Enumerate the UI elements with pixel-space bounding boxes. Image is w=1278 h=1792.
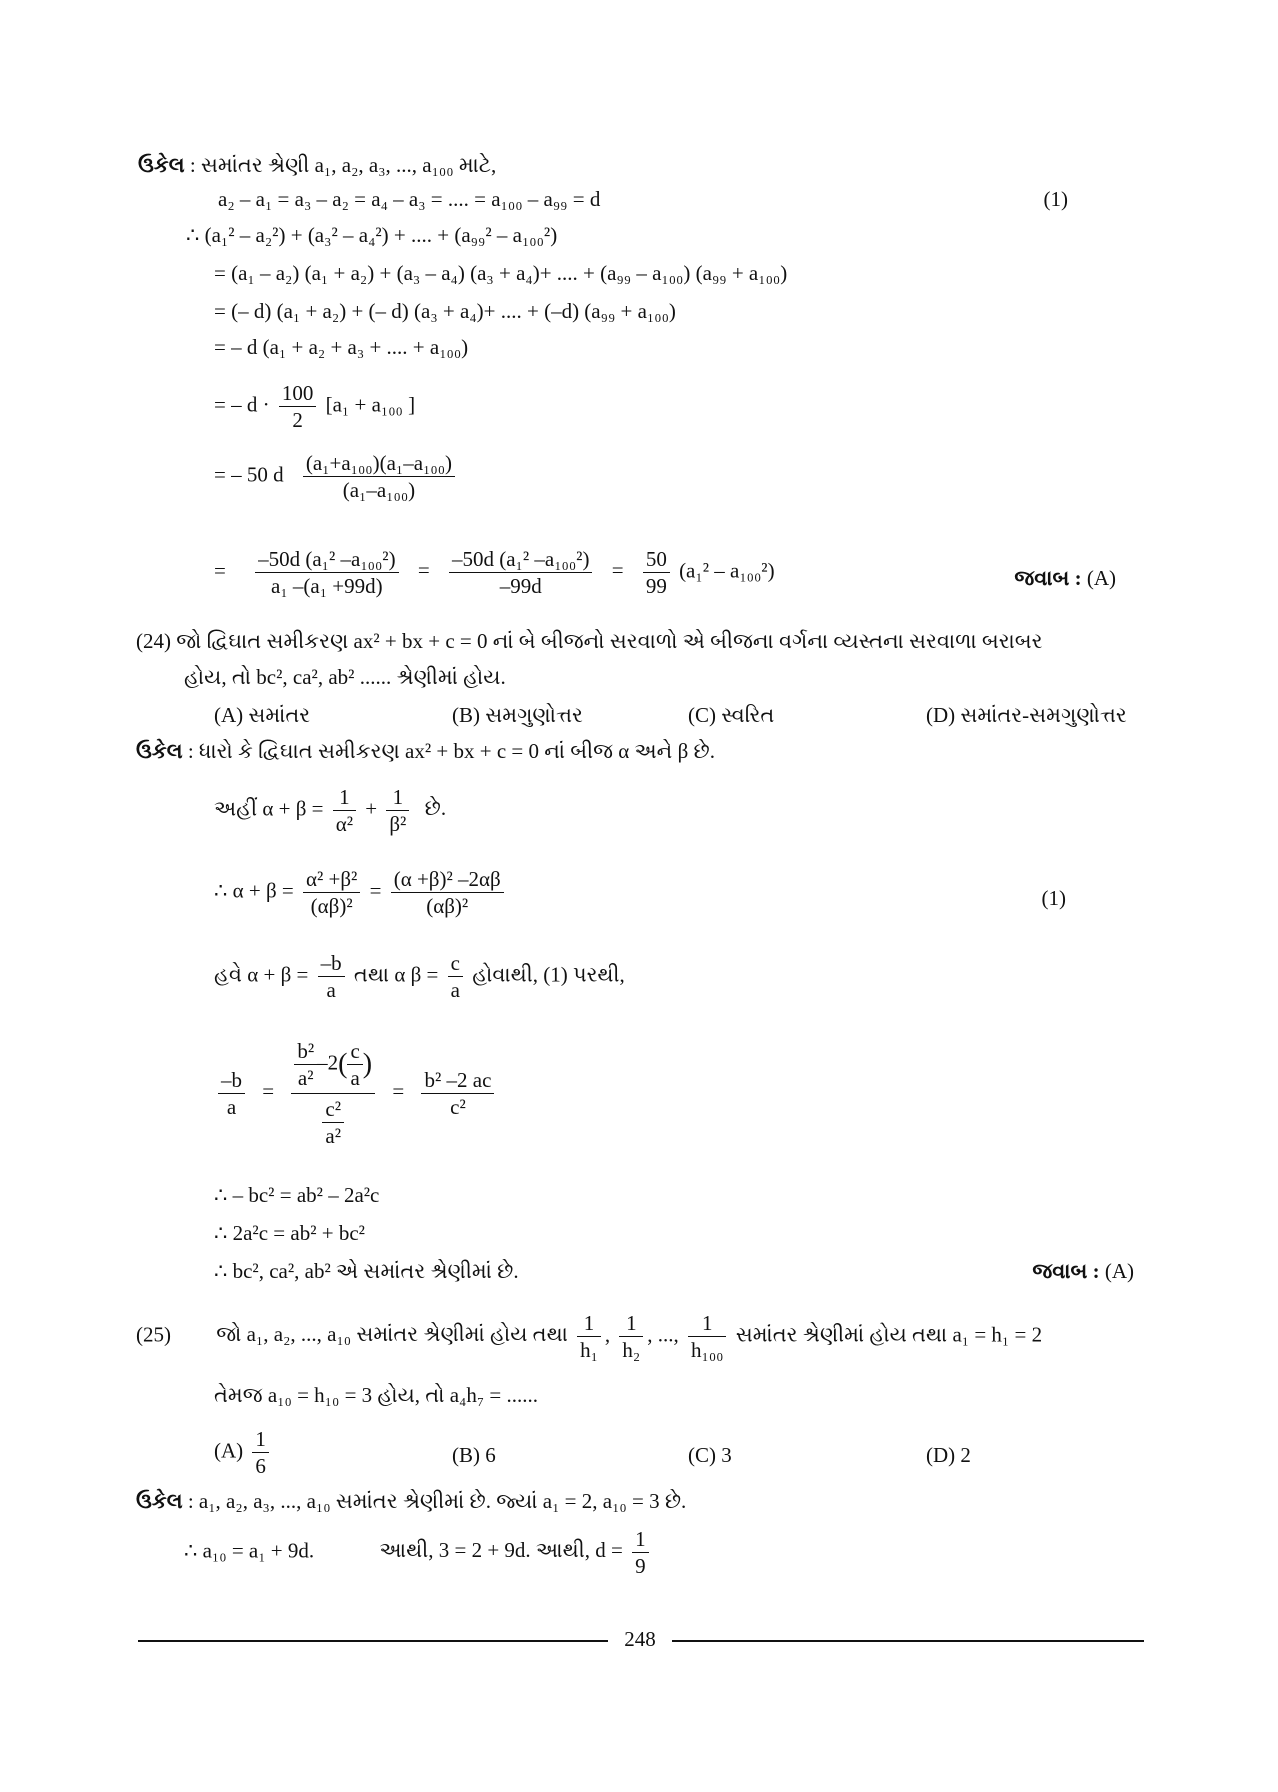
solution-label: ઉકેલ [136,1489,183,1513]
question-number: (24) [136,629,171,653]
option: (D) 2 [926,1443,971,1467]
question-line: હોય, તો bc², ca², ab² ...... શ્રેણીમાં હોય. [184,665,506,689]
solution-line: ઉકેલ : સમાંતર શ્રેણી a₁, a₂, a₃, ..., a₁₀₀ માટે, [138,153,497,177]
answer: જવાબ : (A) [1032,1259,1134,1283]
equation-line: = – d (a₁ + a₂ + a₃ + .... + a₁₀₀) [214,335,469,359]
option: (A) $\frac{1}{6}$ [214,1428,273,1477]
question-line: તેમજ a₁₀ = h₁₀ = 3 હોય, તો a₄h₇ = ...... [214,1383,539,1407]
fraction: $\frac{\text{b² –2 ac}}{\text{c²}}$ [421,1069,494,1118]
fraction: $\frac{1}{6}$ [252,1428,269,1477]
fraction: $\frac{1}{\text{h₁}}$ [577,1312,601,1361]
option: (C) 3 [688,1443,732,1467]
solution-line: ઉકેલ : ધારો કે દ્વિઘાત સમીકરણ ax² + bx + c = 0 નાં બીજ α અને β છે. [136,739,715,763]
footer-rule-right [672,1640,1144,1642]
question-line: (25) જો a₁, a₂, ..., a₁₀ સમાંતર શ્રેણીમાં હોય તથા $\frac{1}{\text{h₁}}$ , $\frac{1}{\text{h₂}}$ , ..., $\frac{1}{\text{h₁₀₀}}$ સમાંતર શ્રેણીમાં હોય તથા a₁ = h₁ = 2 [136,1311,1043,1362]
fraction: $\frac{50}{99}$ [643,548,670,597]
equation-ref: (1) [1041,886,1066,910]
equation-line: ∴ – bc² = ab² – 2a²c [214,1183,380,1207]
fraction: $\frac{\text{α² +β²}}{\text{(αβ)²}}$ [303,868,360,917]
fraction: $\frac{1}{\text{h₁₀₀}}$ [688,1312,726,1361]
fraction: $\frac{1}{\text{α²}}$ [333,786,356,835]
option: (D) સમાંતર-સમગુણોત્તર [926,703,1127,727]
equation-line: = (– d) (a₁ + a₂) + (– d) (a₃ + a₄)+ .... + (–d) (a₉₉ + a₁₀₀) [214,299,676,323]
equation-line: = – d · $\frac{100}{2}$ [a₁ + a₁₀₀ ] [214,381,416,432]
equation-line: = (a₁ – a₂) (a₁ + a₂) + (a₃ – a₄) (a₃ + a₄)+ .... + (a₉₉ – a₁₀₀) (a₉₉ + a₁₀₀) [214,261,788,285]
equation-line: = – 50 d $\frac{\text{(a₁+a₁₀₀)(a₁–a₁₀₀)}}{\text{(a₁–a₁₀₀)}}$ [214,452,459,501]
answer: જવાબ : (A) [1014,566,1116,590]
page-number: 248 [624,1627,656,1651]
equation-line: ∴ bc², ca², ab² એ સમાંતર શ્રેણીમાં છે. જવાબ : (A) [214,1259,1134,1283]
equation-line: ∴ α + β = $\frac{\text{α² +β²}}{\text{(αβ)²}}$ = $\frac{\text{(α +β)² –2αβ}}{\text{(αβ)²}}$ (1) [214,867,1066,918]
equation-line: ∴ a₁₀ = a₁ + 9d. આથી, 3 = 2 + 9d. આથી, d = $\frac{1}{9}$ [184,1528,653,1577]
footer-rule-left [138,1640,608,1642]
equation-ref: (1) [1043,187,1068,211]
fraction: $\frac{1}{9}$ [632,1528,649,1577]
fraction: $\frac{\text{(α +β)² –2αβ}}{\text{(αβ)²}}$ [391,868,504,917]
equation-line: હવે α + β = $\frac{-b}{a}$ તથા α β = $\frac{c}{a}$ હોવાથી, (1) પરથી, [214,951,625,1002]
fraction: $\frac{100}{2}$ [279,382,317,431]
fraction: $\frac{\text{–50d (a₁² –a₁₀₀²)}}{-99d}$ [449,548,593,597]
fraction: $\frac{1}{\text{β²}}$ [386,786,409,835]
solution-line: ઉકેલ : a₁, a₂, a₃, ..., a₁₀ સમાંતર શ્રેણીમાં છે. જ્યાં a₁ = 2, a₁₀ = 3 છે. [136,1489,687,1513]
fraction: $\frac{1}{\text{h₂}}$ [619,1312,643,1361]
equation-line: $\frac{-b}{a}$ = $\frac{\text{b²}}{\text{a²}}$ –2( $\frac{c}{a}$ ) $\frac{\text{c²}}{\text{a²}}$ = $\frac{\text{b² –2 ac}}{\text{c²}}$ [214,1040,498,1147]
fraction: $\frac{\text{–50d (a₁² –a₁₀₀²)}}{\text{a₁ –(a₁ +99d)}}$ [255,548,399,597]
fraction: $\frac{\text{(a₁+a₁₀₀)(a₁–a₁₀₀)}}{\text{(a₁–a₁₀₀)}}$ [303,452,455,501]
fraction: $\frac{c}{a}$ [448,952,463,1001]
question-number: (25) [136,1322,171,1347]
option: (B) સમગુણોત્તર [452,703,583,727]
compound-fraction: $\frac{\text{b²}}{\text{a²}}$ –2( $\frac{c}{a}$ ) $\frac{\text{c²}}{\text{a²}}$ [291,1040,375,1147]
equation-line: = $\frac{\text{–50d (a₁² –a₁₀₀²)}}{\text{a₁ –(a₁ +99d)}}$ = $\frac{\text{–50d (a₁² –a₁₀₀²)}}{-99d}$ = $\frac{50}{99}$ (a₁² – a₁₀₀²) જવાબ : (A) [214,547,1116,598]
question-line: (24) જો દ્વિઘાત સમીકરણ ax² + bx + c = 0 નાં બે બીજનો સરવાળો એ બીજના વર્ગના વ્યસ્તના સરવાળા બરાબર [136,629,1043,653]
equation-line: ∴ 2a²c = ab² + bc² [214,1221,365,1245]
fraction: $\frac{-b}{a}$ [318,952,345,1001]
option: (C) સ્વરિત [688,703,775,727]
option: (B) 6 [452,1443,496,1467]
option: (A) સમાંતર [214,703,311,727]
equation-line: a₂ – a₁ = a₃ – a₂ = a₄ – a₃ = .... = a₁₀₀ – a₉₉ = d (1) [218,187,1068,211]
equation-line: અહીં α + β = $\frac{1}{\text{α²}}$ + $\frac{1}{\text{β²}}$ છે. [214,785,447,836]
solution-label: ઉકેલ [136,739,183,763]
solution-label: ઉકેલ [138,153,185,177]
equation-line: ∴ (a₁² – a₂²) + (a₃² – a₄²) + .... + (a₉₉² – a₁₀₀²) [186,223,558,247]
fraction: $\frac{-b}{a}$ [218,1069,245,1118]
